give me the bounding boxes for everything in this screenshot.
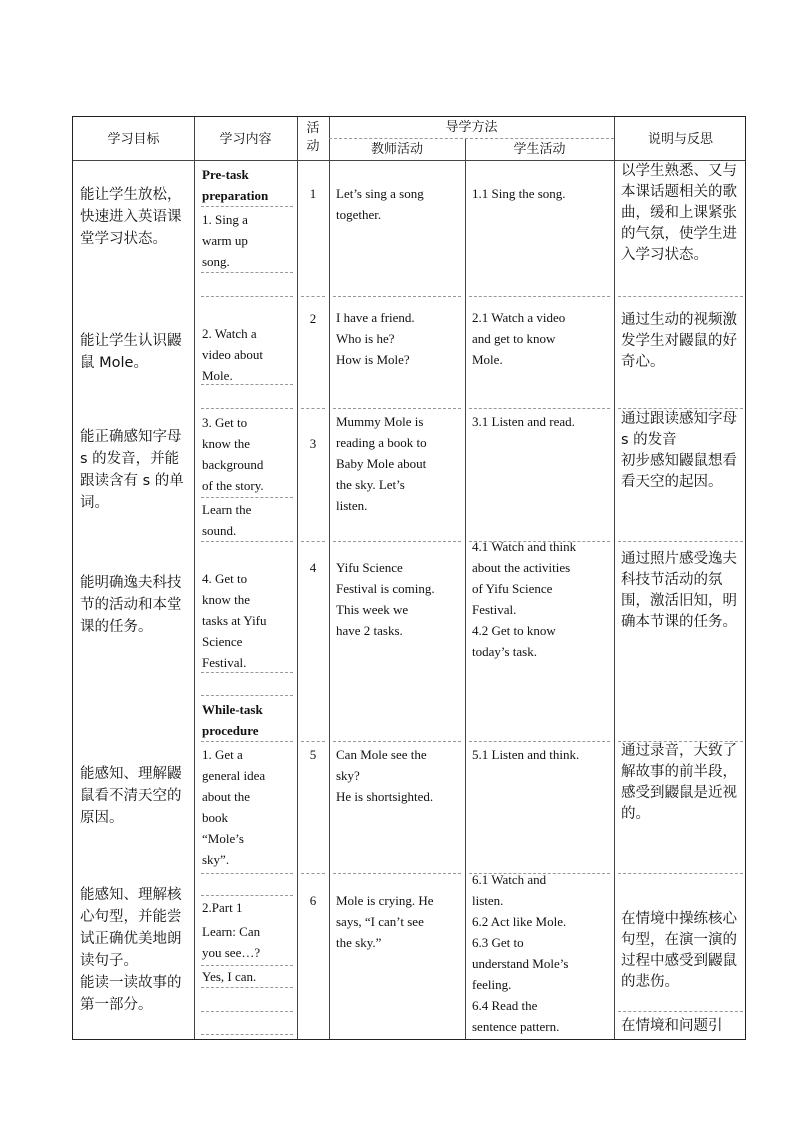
col-divider	[194, 117, 195, 1039]
header-teacher: 教师活动	[370, 142, 423, 157]
activity-number-5: 5	[309, 747, 317, 762]
reflection-5: 通过录音，大致了解故事的前半段，感受到鼹鼠是近视的。	[621, 743, 737, 822]
while-task-heading: While-task procedure	[202, 702, 263, 738]
student-separator	[469, 741, 610, 742]
student-activity-6: 6.1 Watch and listen. 6.2 Act like Mole. 6.3 Get to understand Mole’s feeling. 6.4 Read the sentence pattern.	[472, 872, 569, 1034]
header-reflection: 说明与反思	[647, 132, 713, 147]
goal-3: 能正确感知字母 s 的发音，并能跟读含有 s 的单词。	[80, 429, 184, 511]
content-separator	[201, 873, 293, 874]
student-activity-1: 1.1 Sing the song.	[472, 186, 566, 201]
student-separator	[469, 408, 610, 409]
student-activity-4: 4.1 Watch and think about the activities of Yifu Science Festival. 4.2 Get to know today’s task.	[472, 539, 577, 659]
teacher-activity-5: Can Mole see the sky? He is shortsighted.	[336, 747, 434, 804]
content-1: 1. Sing a warm up song.	[202, 212, 248, 269]
content-2: 2. Watch a video about Mole.	[202, 326, 264, 383]
goal-6: 能感知、理解核心句型，并能尝试正确优美地朗读句子。 能读一读故事的第一部分。	[80, 887, 182, 1013]
header-content: 学习内容	[219, 132, 272, 147]
content-5: 1. Get a general idea about the book “Mole’s sky”.	[202, 747, 266, 867]
teacher-separator	[333, 408, 461, 409]
lesson-plan-table	[72, 116, 746, 1040]
student-separator	[469, 296, 610, 297]
reflection-separator	[618, 873, 743, 874]
col-divider	[329, 117, 330, 1039]
teacher-activity-6: Mole is crying. He says, “I can’t see the sky.”	[336, 893, 434, 950]
content-separator	[201, 895, 293, 896]
content-separator	[201, 272, 293, 273]
reflection-1: 以学生熟悉、又与本课话题相关的歌曲，缓和上课紧张的气氛，使学生进入学习状态。	[621, 163, 737, 263]
teacher-separator	[333, 873, 461, 874]
content-separator	[201, 987, 293, 988]
student-activity-2: 2.1 Watch a video and get to know Mole.	[472, 310, 566, 367]
goal-2: 能让学生认识鼹鼠 Mole。	[80, 333, 182, 371]
reflection-separator	[618, 1011, 743, 1012]
content-separator	[201, 1011, 293, 1012]
reflection-separator	[618, 541, 743, 542]
header-activity: 活 动	[306, 121, 320, 154]
content-separator	[201, 1034, 293, 1035]
goal-4: 能明确逸夫科技节的活动和本堂课的任务。	[80, 575, 182, 635]
student-activity-5: 5.1 Listen and think.	[472, 747, 580, 762]
reflection-separator	[618, 296, 743, 297]
col-divider	[465, 139, 466, 1039]
reflection-7: 在情境和问题引	[621, 1018, 723, 1034]
teacher-activity-2: I have a friend. Who is he? How is Mole?	[336, 310, 415, 367]
teacher-separator	[333, 741, 461, 742]
activity-separator	[301, 296, 325, 297]
activity-number-2: 2	[309, 311, 317, 326]
activity-number-3: 3	[309, 436, 317, 451]
activity-number-4: 4	[309, 560, 317, 575]
teacher-separator	[333, 296, 461, 297]
content-4: 4. Get to know the tasks at Yifu Science Festival.	[202, 571, 267, 670]
activity-separator	[301, 741, 325, 742]
goal-1: 能让学生放松，快速进入英语课堂学习状态。	[80, 187, 182, 247]
student-activity-3: 3.1 Listen and read.	[472, 414, 575, 429]
reflection-4: 通过照片感受逸夫科技节活动的氛围，激活旧知，明确本节课的任务。	[621, 551, 737, 630]
header-method: 导学方法	[445, 120, 498, 135]
content-6c: Yes, I can.	[202, 969, 257, 984]
header-student: 学生活动	[513, 142, 566, 157]
activity-separator	[301, 408, 325, 409]
teacher-separator	[333, 541, 461, 542]
content-separator	[201, 206, 293, 207]
reflection-2: 通过生动的视频激发学生对鼹鼠的好奇心。	[621, 312, 737, 370]
col-divider	[614, 117, 615, 1039]
content-6: 2.Part 1	[202, 900, 243, 915]
pre-task-heading: Pre-task preparation	[202, 167, 269, 203]
content-3b: Learn the sound.	[202, 502, 252, 538]
activity-number-6: 6	[309, 893, 317, 908]
content-separator	[201, 408, 293, 409]
reflection-3: 通过跟读感知字母 s 的发音 初步感知鼹鼠想看看天空的起因。	[621, 411, 737, 490]
teacher-activity-1: Let’s sing a song together.	[336, 186, 424, 222]
content-3: 3. Get to know the background of the story.	[202, 415, 264, 493]
teacher-activity-4: Yifu Science Festival is coming. This week we have 2 tasks.	[336, 560, 435, 638]
content-separator	[201, 296, 293, 297]
content-separator	[201, 741, 293, 742]
header-goal: 学习目标	[107, 132, 160, 147]
goal-5: 能感知、理解鼹鼠看不清天空的原因。	[80, 766, 182, 826]
activity-number-1: 1	[309, 186, 317, 201]
activity-separator	[301, 873, 325, 874]
teacher-activity-3: Mummy Mole is reading a book to Baby Mole about the sky. Let’s listen.	[336, 414, 427, 513]
header-subdivider	[329, 138, 614, 139]
content-separator	[201, 695, 293, 696]
content-separator	[201, 541, 293, 542]
content-6b: Learn: Can you see…?	[202, 924, 261, 960]
activity-separator	[301, 541, 325, 542]
content-separator	[201, 497, 293, 498]
reflection-6: 在情境中操练核心句型，在演一演的过程中感受到鼹鼠的悲伤。	[621, 911, 737, 990]
